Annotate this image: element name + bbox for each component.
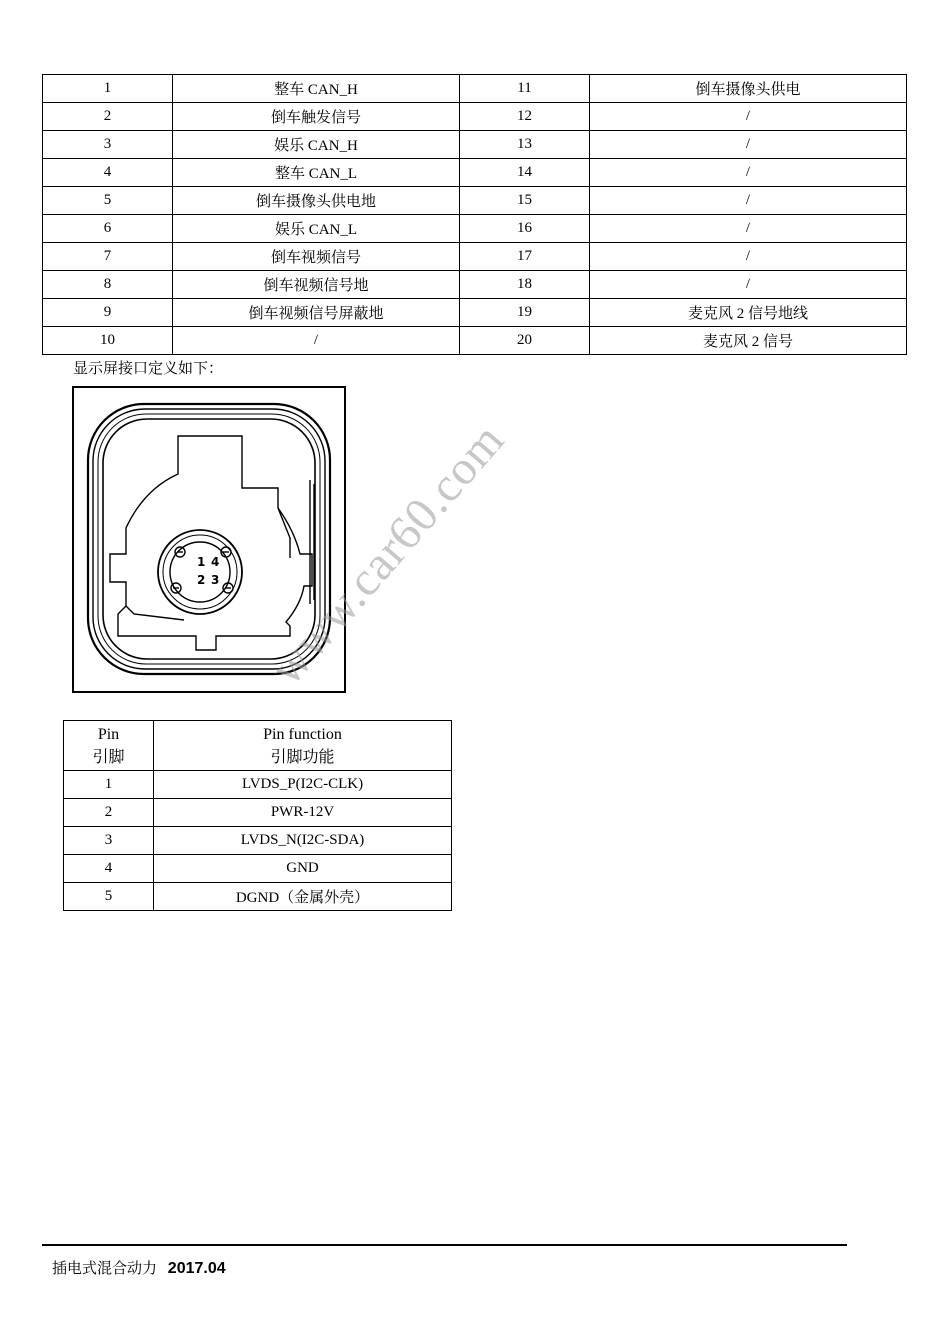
pin-function-table bbox=[63, 720, 452, 911]
table-row bbox=[43, 299, 907, 327]
pin-cell: 7 bbox=[43, 243, 173, 271]
header-function-zh: 引脚功能 bbox=[270, 748, 335, 766]
table-row bbox=[64, 855, 452, 883]
pin-cell: 16 bbox=[460, 215, 590, 243]
pin-cell: 15 bbox=[460, 187, 590, 215]
function-cell: / bbox=[590, 131, 907, 159]
table-row bbox=[43, 215, 907, 243]
function-cell: 麦克风 2 信号地线 bbox=[590, 299, 907, 327]
footer bbox=[52, 1257, 226, 1278]
table-row bbox=[43, 159, 907, 187]
pin-cell: 1 bbox=[64, 771, 154, 799]
function-cell: 整车 CAN_L bbox=[173, 159, 460, 187]
header-pin-zh: 引脚 bbox=[92, 748, 125, 766]
pin-cell: 17 bbox=[460, 243, 590, 271]
pin-cell: 10 bbox=[43, 327, 173, 355]
pin-cell: 18 bbox=[460, 271, 590, 299]
table-row bbox=[43, 271, 907, 299]
function-cell: / bbox=[590, 243, 907, 271]
pin-cell: 3 bbox=[64, 827, 154, 855]
footer-date: 2017.04 bbox=[167, 1260, 226, 1277]
pin-cell: 5 bbox=[43, 187, 173, 215]
table-row bbox=[43, 75, 907, 103]
function-cell: LVDS_P(I2C-CLK) bbox=[154, 771, 452, 799]
pin-cell: 6 bbox=[43, 215, 173, 243]
function-cell: GND bbox=[154, 855, 452, 883]
function-cell: / bbox=[590, 271, 907, 299]
pin-cell: 1 bbox=[43, 75, 173, 103]
function-cell: / bbox=[590, 159, 907, 187]
header-pin bbox=[64, 721, 154, 771]
pin-cell: 20 bbox=[460, 327, 590, 355]
function-cell: PWR-12V bbox=[154, 799, 452, 827]
pin-cell: 14 bbox=[460, 159, 590, 187]
footer-title: 插电式混合动力 bbox=[52, 1259, 158, 1277]
table-row bbox=[43, 103, 907, 131]
pin-cell: 3 bbox=[43, 131, 173, 159]
header-function-en: Pin function bbox=[263, 725, 342, 743]
header-pin-en: Pin bbox=[97, 725, 120, 743]
pin-table-top bbox=[42, 74, 907, 355]
function-cell: 娱乐 CAN_H bbox=[173, 131, 460, 159]
function-cell: 倒车摄像头供电地 bbox=[173, 187, 460, 215]
table-row bbox=[43, 243, 907, 271]
pin-label-4: 4 bbox=[211, 555, 220, 569]
section-heading: 显示屏接口定义如下： bbox=[73, 359, 224, 377]
table-row bbox=[43, 327, 907, 355]
table-row bbox=[64, 799, 452, 827]
table-row bbox=[64, 883, 452, 911]
table-row bbox=[64, 827, 452, 855]
pin-cell: 4 bbox=[64, 855, 154, 883]
pin-cell: 2 bbox=[43, 103, 173, 131]
function-cell: 麦克风 2 信号 bbox=[590, 327, 907, 355]
function-cell: / bbox=[173, 327, 460, 355]
pin-cell: 13 bbox=[460, 131, 590, 159]
pin-cell: 8 bbox=[43, 271, 173, 299]
table-row bbox=[43, 187, 907, 215]
function-cell: / bbox=[590, 187, 907, 215]
pin-label-2: 2 bbox=[197, 573, 206, 587]
function-cell: LVDS_N(I2C-SDA) bbox=[154, 827, 452, 855]
table-row bbox=[64, 771, 452, 799]
function-cell: 倒车摄像头供电 bbox=[590, 75, 907, 103]
function-cell: / bbox=[590, 215, 907, 243]
pin-cell: 2 bbox=[64, 799, 154, 827]
pin-cell: 5 bbox=[64, 883, 154, 911]
pin-cell: 4 bbox=[43, 159, 173, 187]
pin-cell: 9 bbox=[43, 299, 173, 327]
table-row bbox=[43, 131, 907, 159]
footer-divider bbox=[42, 1244, 847, 1246]
pin-label-1: 1 bbox=[197, 555, 206, 569]
pin-label-3: 3 bbox=[211, 573, 220, 587]
header-function bbox=[154, 721, 452, 771]
function-cell: / bbox=[590, 103, 907, 131]
function-cell: DGND（金属外壳） bbox=[154, 883, 452, 911]
function-cell: 倒车视频信号屏蔽地 bbox=[173, 299, 460, 327]
pin-cell: 19 bbox=[460, 299, 590, 327]
pin-cell: 11 bbox=[460, 75, 590, 103]
function-cell: 整车 CAN_H bbox=[173, 75, 460, 103]
function-cell: 倒车视频信号地 bbox=[173, 271, 460, 299]
function-cell: 娱乐 CAN_L bbox=[173, 215, 460, 243]
function-cell: 倒车触发信号 bbox=[173, 103, 460, 131]
table-header-row bbox=[64, 721, 452, 771]
function-cell: 倒车视频信号 bbox=[173, 243, 460, 271]
watermark: www.car60.com bbox=[260, 413, 515, 695]
pin-cell: 12 bbox=[460, 103, 590, 131]
